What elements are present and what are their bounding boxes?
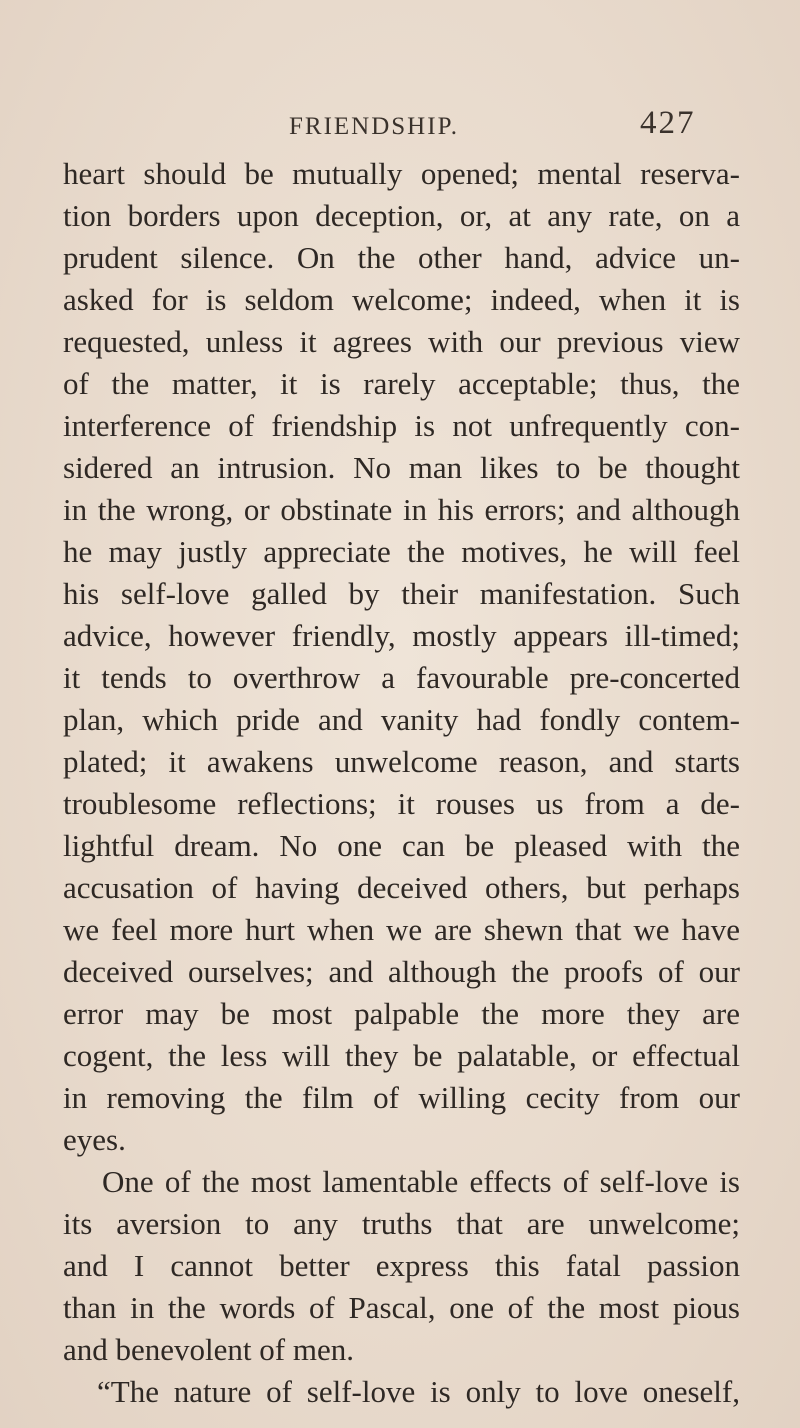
text-line: sidered an intrusion. No man likes to be thought (63, 450, 740, 485)
text-line: error may be most palpable the more they are (63, 996, 740, 1031)
text-line: deceived ourselves; and although the proofs of our (63, 954, 740, 989)
text-line: heart should be mutually opened; mental reserva- (63, 156, 740, 191)
text-line: eyes. (63, 1122, 126, 1157)
text-line: prudent silence. On the other hand, advice un- (63, 240, 740, 275)
text-line: in removing the film of willing cecity from our (63, 1080, 740, 1115)
text-line: we feel more hurt when we are shewn that we have (63, 912, 740, 947)
running-title: FRIENDSHIP. (289, 113, 459, 140)
text-line: than in the words of Pascal, one of the most pious (63, 1290, 740, 1325)
text-line: troublesome reflections; it rouses us from a de- (63, 786, 740, 821)
text-line: plan, which pride and vanity had fondly contem- (63, 702, 740, 737)
text-line: requested, unless it agrees with our previous view (63, 324, 740, 359)
text-line: asked for is seldom welcome; indeed, when it is (63, 282, 740, 317)
page-number: 427 (640, 105, 696, 141)
text-line: interference of friendship is not unfrequently con- (63, 408, 740, 443)
text-line: and I cannot better express this fatal passion (63, 1248, 740, 1283)
text-line: advice, however friendly, mostly appears ill-timed; (63, 618, 740, 653)
text-line: in the wrong, or obstinate in his errors; and although (63, 492, 740, 527)
text-line: “The nature of self-love is only to love oneself, (97, 1374, 740, 1409)
text-line: cogent, the less will they be palatable, or effectual (63, 1038, 740, 1073)
text-line: its aversion to any truths that are unwelcome; (63, 1206, 740, 1241)
text-line: he may justly appreciate the motives, he will feel (63, 534, 740, 569)
running-head (0, 103, 800, 143)
text-line: lightful dream. No one can be pleased with the (63, 828, 740, 863)
text-line: plated; it awakens unwelcome reason, and starts (63, 744, 740, 779)
text-line: and benevolent of men. (63, 1332, 354, 1367)
text-line: tion borders upon deception, or, at any rate, on a (63, 198, 740, 233)
text-line: it tends to overthrow a favourable pre-concerted (63, 660, 740, 695)
text-line: One of the most lamentable effects of self-love is (102, 1164, 740, 1199)
text-line: of the matter, it is rarely acceptable; thus, the (63, 366, 740, 401)
text-line: accusation of having deceived others, but perhaps (63, 870, 740, 905)
text-line: his self-love galled by their manifestation. Such (63, 576, 740, 611)
